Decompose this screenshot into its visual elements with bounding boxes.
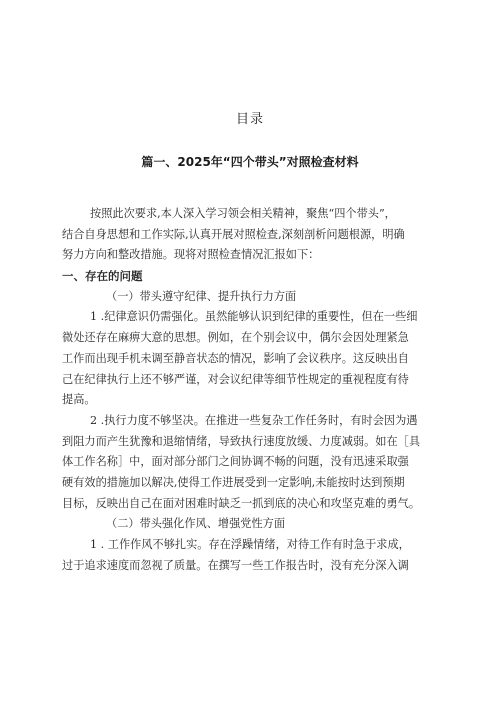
- subsection-heading: （二）带头强化作风、增强党性方面: [106, 517, 286, 531]
- paragraph-line: 己在纪律执行上还不够严谨，对会议纪律等细节性规定的重视程度有待: [62, 372, 409, 386]
- toc-title: 目录: [235, 112, 264, 127]
- paragraph-line: 硬有效的措施加以解决,使得工作进展受到一定影响,未能按时达到预期: [62, 475, 405, 489]
- paragraph-line: 按照此次要求,本人深入学习领会相关精神，聚焦“四个带头”，: [90, 207, 396, 220]
- paragraph-line: 工作而出现手机未调至静音状态的情况，影响了会议秩序。这反映出自: [62, 351, 409, 365]
- document-body: [62, 204, 462, 576]
- paragraph-line: 2 .执行力度不够坚决。在推进一些复杂工作任务时，有时会因为遇: [90, 413, 418, 427]
- paragraph-line: 目标，反映出自己在面对困难时缺乏一抓到底的决心和攻坚克难的勇气。: [62, 496, 421, 510]
- paragraph-line: 提高。: [62, 393, 96, 407]
- paragraph-line: 过于追求速度而忽视了质量。在撰写一些工作报告时，没有充分深入调: [62, 558, 409, 572]
- subsection-heading: （一）带头遵守纪律、提升执行力方面: [106, 289, 297, 303]
- paragraph-line: 到阻力而产生犹豫和退缩情绪，导致执行速度放缓、力度减弱。如在［具: [62, 434, 421, 448]
- paragraph-line: 1 . 工作作风不够扎实。存在浮躁情绪，对待工作有时急于求成，: [90, 538, 410, 551]
- paragraph-line: 体工作名称］中，面对部分部门之间协调不畅的问题，没有迅速采取强: [62, 455, 409, 469]
- paragraph-line: 努力方向和整改措施。现将对照检查情况汇报如下：: [62, 248, 320, 262]
- document-title: 篇一、2025年“四个带头”对照检查材料: [141, 155, 359, 169]
- paragraph-line: 1 .纪律意识仍需强化。虽然能够认识到纪律的重要性，但在一些细: [90, 310, 418, 324]
- section-heading: 一、存在的问题: [62, 269, 143, 284]
- paragraph-line: 结合自身思想和工作实际,认真开展对照检查,深刻剖析问题根源，明确: [62, 227, 405, 241]
- paragraph-line: 微处还存在麻痹大意的思想。例如，在个别会议中，偶尔会因处理紧急: [62, 331, 409, 345]
